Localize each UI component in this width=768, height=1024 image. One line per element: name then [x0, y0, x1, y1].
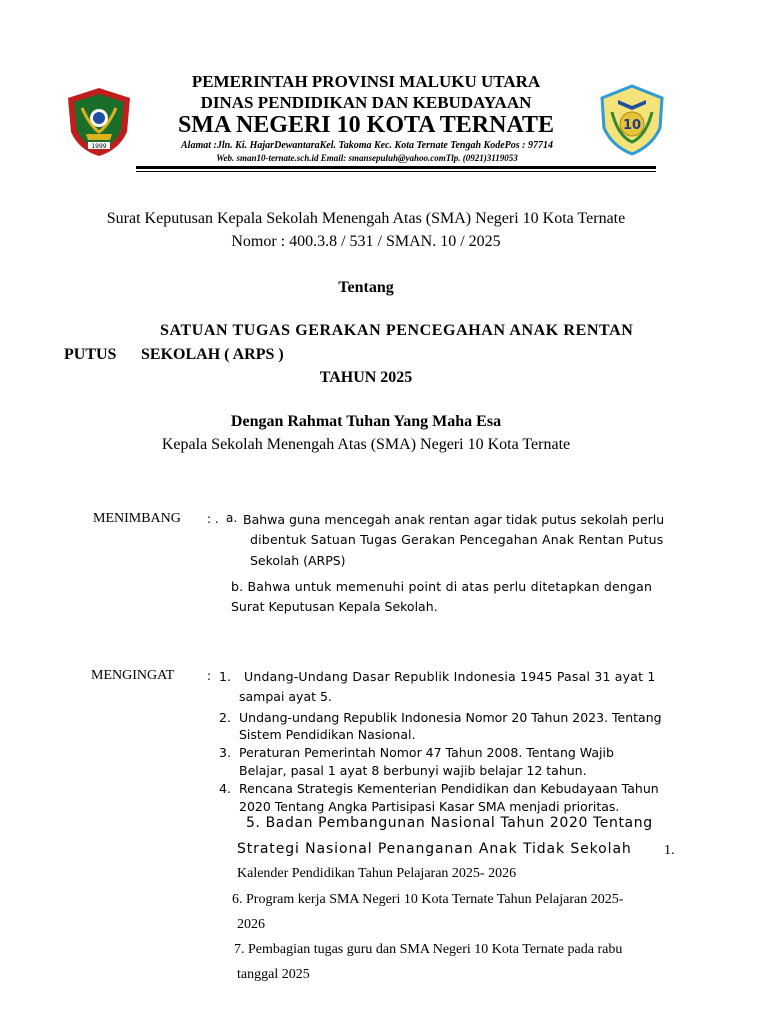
mengingat-item-number: 3.: [219, 745, 231, 760]
mengingat-item5-tail: 1.: [664, 843, 675, 858]
mengingat-item-line2: sampai ayat 5.: [239, 689, 332, 704]
office-line: DINAS PENDIDIKAN DAN KEBUDAYAAN: [200, 93, 532, 112]
mengingat-item-number: 1.: [219, 669, 231, 684]
menimbang-a-line2: dibentuk Satuan Tugas Gerakan Pencegahan Anak Rentan Putus: [250, 532, 664, 547]
mengingat-item-line2: 2020 Tentang Angka Partisipasi Kasar SMA menjadi prioritas.: [239, 799, 620, 814]
province-emblem-logo: [64, 86, 134, 158]
letterhead-rule-thin: [136, 171, 656, 172]
decree-title: Surat Keputusan Kepala Sekolah Menengah Atas (SMA) Negeri 10 Kota Ternate: [106, 210, 626, 227]
decree-issuer: Kepala Sekolah Menengah Atas (SMA) Negeri 10 Kota Ternate: [161, 436, 571, 453]
mengingat-colon: :: [207, 669, 212, 683]
menimbang-b-line2: Surat Keputusan Kepala Sekolah.: [231, 599, 438, 614]
mengingat-item-line2: Sistem Pendidikan Nasional.: [239, 727, 416, 742]
decree-blessing: Dengan Rahmat Tuhan Yang Maha Esa: [230, 413, 502, 430]
mengingat-item5-line1: 5. Badan Pembangunan Nasional Tahun 2020 Tentang: [246, 815, 653, 831]
menimbang-a-line1: Bahwa guna mencegah anak rentan agar tidak putus sekolah perlu: [243, 512, 665, 527]
mengingat-item5-line3: Kalender Pendidikan Tahun Pelajaran 2025- 2026: [237, 866, 517, 881]
letterhead-rule-thick: [136, 166, 656, 169]
mengingat-item-number: 4.: [219, 781, 231, 796]
decree-subject-line1: SATUAN TUGAS GERAKAN PENCEGAHAN ANAK RENTAN: [160, 322, 634, 339]
decree-number: Nomor : 400.3.8 / 531 / SMAN. 10 / 2025: [231, 233, 501, 250]
mengingat-item-line1: Undang-Undang Dasar Republik Indonesia 1945 Pasal 31 ayat 1: [244, 669, 656, 684]
menimbang-b-line1: b. Bahwa untuk memenuhi point di atas perlu ditetapkan dengan: [231, 579, 653, 594]
school-address: Alamat :Jln. Ki. HajarDewantaraKel. Takoma Kec. Kota Ternate Tengah KodePos : 97714: [181, 140, 553, 151]
menimbang-a-marker: a.: [226, 511, 238, 525]
decree-subject-putus: PUTUS: [64, 346, 117, 363]
mengingat-item6-line1: 6. Program kerja SMA Negeri 10 Kota Ternate Tahun Pelajaran 2025-: [232, 892, 624, 907]
mengingat-item-number: 2.: [219, 710, 231, 725]
menimbang-a-line3: Sekolah (ARPS): [250, 553, 346, 568]
decree-subject-year: TAHUN 2025: [319, 369, 413, 386]
school-name: SMA NEGERI 10 KOTA TERNATE: [177, 112, 555, 138]
logo-number: 10: [622, 118, 642, 133]
mengingat-item5-line2: Strategi Nasional Penanganan Anak Tidak Sekolah: [237, 841, 632, 857]
mengingat-item-line1: Peraturan Pemerintah Nomor 47 Tahun 2008. Tentang Wajib: [239, 745, 614, 760]
gov-line: PEMERINTAH PROVINSI MALUKU UTARA: [191, 72, 541, 91]
logo-year: 1999: [91, 143, 107, 150]
mengingat-item-line1: Undang-undang Republik Indonesia Nomor 20 Tahun 2023. Tentang: [239, 710, 662, 725]
mengingat-item-line2: Belajar, pasal 1 ayat 8 berbunyi wajib belajar 12 tahun.: [239, 763, 587, 778]
menimbang-label: MENIMBANG: [93, 511, 181, 526]
menimbang-colon: : .: [207, 512, 219, 526]
mengingat-item6-line2: 2026: [237, 917, 265, 932]
decree-about: Tentang: [338, 279, 394, 296]
decree-subject-sekolah: SEKOLAH ( ARPS ): [141, 346, 284, 363]
mengingat-item-line1: Rencana Strategis Kementerian Pendidikan dan Kebudayaan Tahun: [239, 781, 659, 796]
mengingat-item7-line1: 7. Pembagian tugas guru dan SMA Negeri 10 Kota Ternate pada rabu: [234, 942, 623, 957]
school-contact: Web. sman10-ternate.sch.id Email: smansepuluh@yahoo.comTlp. (0921)3119053: [216, 153, 518, 163]
mengingat-label: MENGINGAT: [91, 668, 175, 683]
mengingat-item7-line2: tanggal 2025: [237, 967, 310, 982]
school-emblem-logo: [598, 84, 666, 156]
